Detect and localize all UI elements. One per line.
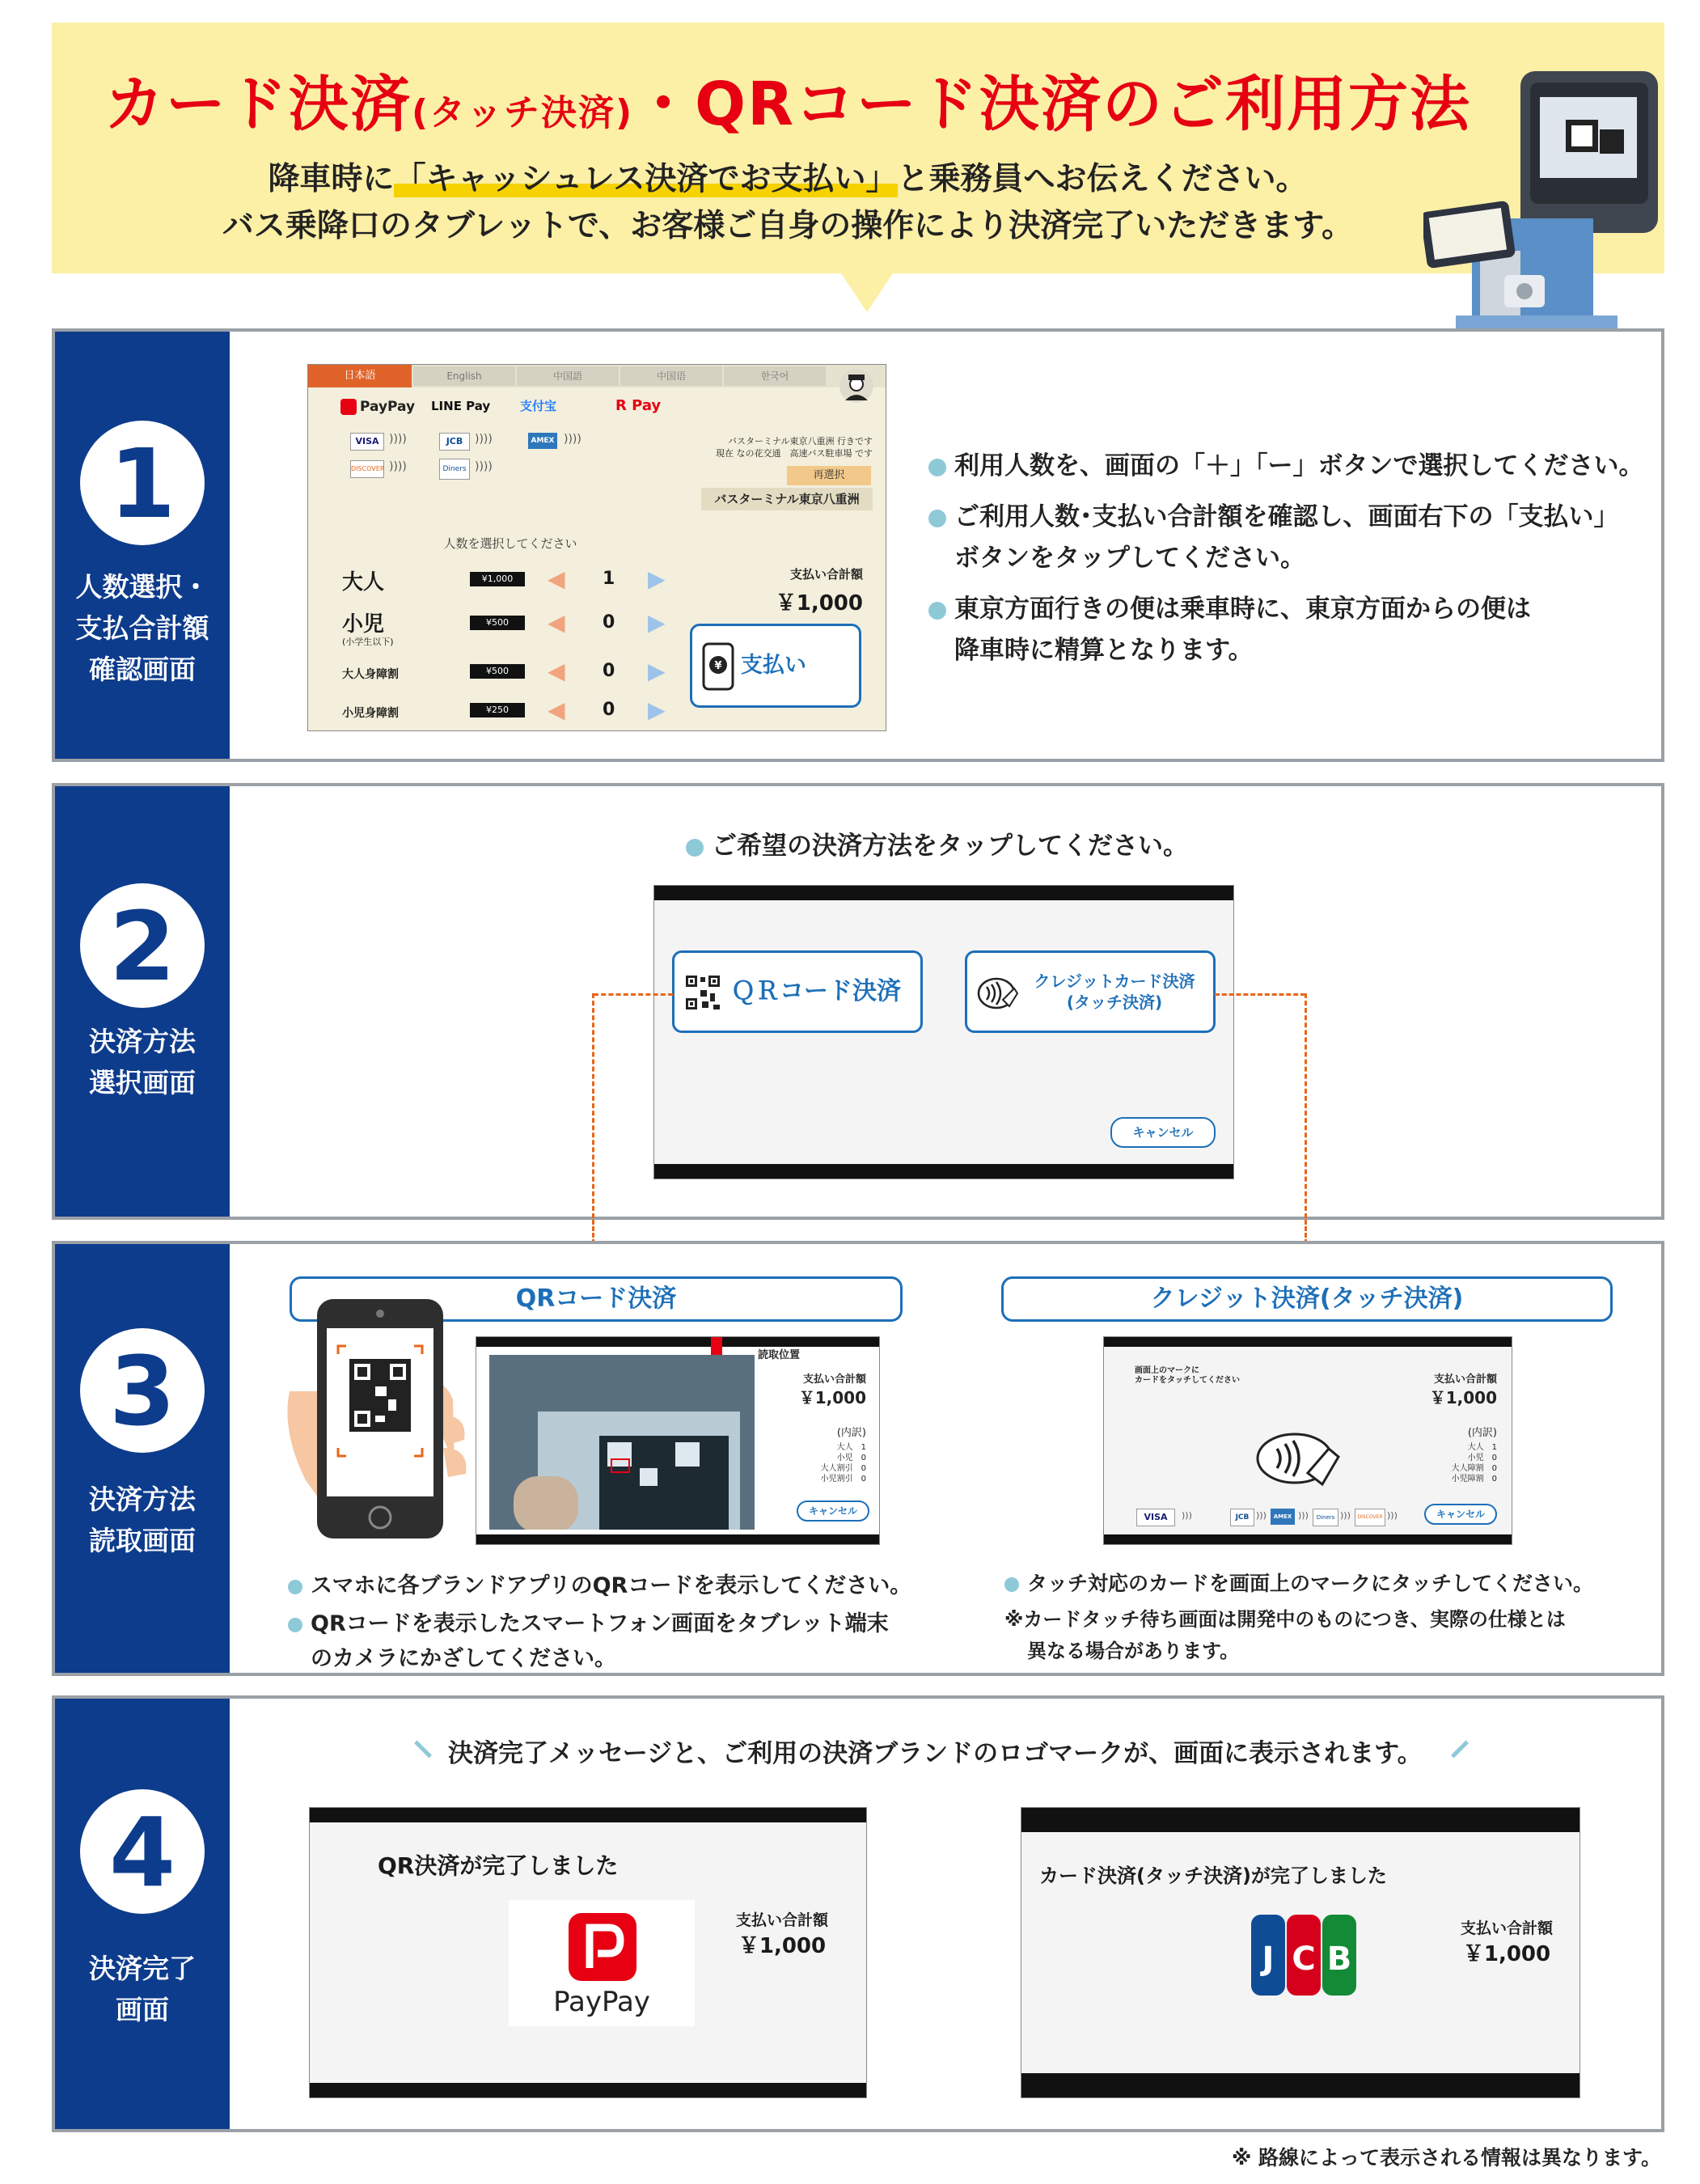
accent-slash-icon	[414, 1741, 432, 1759]
minus-button[interactable]: ◀	[548, 609, 565, 636]
row-adult-count: 1	[603, 569, 615, 589]
minus-button[interactable]: ◀	[548, 696, 565, 723]
screen-top-bar	[1104, 1337, 1512, 1347]
line1-highlight: 「キャッシュレス決済でお支払い」	[394, 161, 898, 197]
qr-bullets	[288, 1568, 911, 1672]
step-4-message: 決済完了メッセージと、ご利用の決済ブランドのロゴマークが、画面に表示されます。	[448, 1739, 1423, 1768]
screen-bottom-bar	[310, 2083, 866, 2097]
paypay-wordmark: PayPay	[553, 1986, 650, 2018]
total-label: 支払い合計額	[735, 1911, 828, 1929]
connector-credit-horizontal	[1215, 993, 1305, 996]
row-adult-label: 大人	[342, 570, 385, 595]
diners-logo: Diners	[1313, 1509, 1338, 1526]
qr-read-screen	[476, 1336, 880, 1545]
tab-japanese[interactable]: 日本語	[308, 365, 412, 387]
step-1-panel	[52, 328, 1664, 762]
visa-logo: VISA	[350, 433, 384, 451]
qr-done-screen	[309, 1807, 867, 2098]
credit-caption: クレジット決済(タッチ決済)	[1001, 1276, 1613, 1322]
smartphone-qr-illustration	[281, 1294, 508, 1543]
step-1-bullets	[928, 445, 1644, 666]
breakdown-title: (内訳)	[1467, 1427, 1497, 1439]
svg-text:¥: ¥	[714, 660, 722, 672]
row-child-disc-price: ¥250	[470, 703, 525, 717]
breakdown-title: (内訳)	[836, 1427, 866, 1439]
step-3-number: 3	[80, 1328, 205, 1453]
linepay-logo: LINE Pay	[431, 399, 491, 413]
route-line: バスターミナル東京八重洲 行きです	[728, 436, 873, 447]
screen-bottom-bar	[654, 1164, 1233, 1179]
page-title	[52, 57, 1524, 142]
total-value: ￥1,000	[1462, 1942, 1551, 1966]
qr-code-icon	[684, 974, 721, 1011]
step-2-label	[55, 1021, 230, 1103]
contactless-icon: )))	[1256, 1510, 1267, 1521]
bullet: 東京方面行きの便は乗車時に、東京方面からの便は	[928, 588, 1644, 624]
screen-top-bar	[654, 886, 1233, 900]
contactless-card-icon	[1254, 1428, 1343, 1492]
card-done-screen	[1021, 1807, 1580, 2098]
step-2-panel	[52, 783, 1664, 1220]
accent-slash-icon	[1451, 1741, 1469, 1759]
total-label: 支払い合計額	[1433, 1373, 1497, 1386]
driver-icon[interactable]	[839, 368, 874, 404]
qr-done-message: QR決済が完了しました	[378, 1852, 619, 1879]
paypay-logo-card	[509, 1900, 695, 2026]
jcb-logo: JCB	[439, 433, 470, 451]
step-1-label-line: 人数選択・	[75, 571, 209, 603]
tab-korean[interactable]: 한국어	[724, 366, 826, 386]
step-1-number: 1	[80, 421, 205, 545]
title-part-1: カード決済	[104, 70, 412, 139]
destination-label: バスターミナル東京八重洲	[701, 488, 873, 510]
step-2-label-line: 決済方法	[89, 1026, 196, 1057]
contactless-icon: )))	[1182, 1510, 1192, 1521]
step-2-bullet: ご希望の決済方法をタップしてください。	[686, 825, 1188, 861]
qr-caption: QRコード決済	[290, 1276, 903, 1322]
credit-read-screen	[1103, 1336, 1512, 1545]
paypay-logo-icon	[567, 1911, 638, 1983]
row-child-disc-label: 小児身障割	[342, 707, 399, 720]
row-adult-price: ¥1,000	[470, 572, 525, 586]
screen-top-bar	[476, 1337, 879, 1347]
cancel-button[interactable]: キャンセル	[1110, 1117, 1216, 1148]
amex-logo: AMEX	[1271, 1509, 1295, 1525]
step-1-label	[55, 566, 230, 690]
bullet: タッチ対応のカードを画面上のマークにタッチしてください。	[1004, 1568, 1593, 1597]
step-3-label	[55, 1479, 230, 1561]
title-part-small: (タッチ決済)	[411, 92, 634, 133]
bullet-continuation: ボタンをタップしてください。	[954, 544, 1305, 573]
minus-button[interactable]: ◀	[548, 658, 565, 684]
qr-pay-label: ＱＲコード決済	[731, 977, 901, 1005]
step-4-number: 4	[80, 1789, 205, 1914]
contactless-icon: ))))	[564, 433, 581, 446]
bullet-continuation: 降車時に精算となります。	[954, 636, 1254, 665]
alipay-logo: 支付宝	[520, 399, 557, 413]
bullet: QRコードを表示したスマートフォン画面をタブレット端末	[288, 1606, 911, 1637]
route-info	[688, 436, 873, 460]
discover-logo: DISCOVER	[1355, 1509, 1385, 1526]
paypay-logo: PayPay	[340, 399, 415, 415]
total-label: 支払い合計額	[1460, 1919, 1553, 1937]
contactless-icon: ))))	[389, 460, 407, 473]
row-adult-disc-price: ¥500	[470, 664, 525, 679]
step-1-sidebar	[55, 332, 230, 759]
read-position-label: 読取位置	[758, 1349, 801, 1361]
step-4-panel	[52, 1695, 1664, 2132]
cancel-button[interactable]: キャンセル	[1424, 1504, 1497, 1525]
route-line: 現在 なの花交通 高速バス駐車場 です	[716, 447, 873, 459]
tab-chinese-simplified[interactable]: 中国语	[620, 366, 722, 386]
screen-bottom-bar	[1021, 2073, 1579, 2097]
breakdown-list: 大人 1 小児 0 大人割引 0 小児割引 0	[820, 1443, 866, 1484]
step-2-sidebar	[55, 786, 230, 1217]
rakutenpay-logo: R Pay	[615, 397, 662, 414]
contactless-icon: )))	[1387, 1510, 1398, 1521]
step-3-sidebar	[55, 1244, 230, 1673]
connector-qr-horizontal	[594, 993, 673, 996]
visa-logo: VISA	[1136, 1509, 1175, 1526]
bullet: スマホに各ブランドアプリのQRコードを表示してください。	[288, 1568, 911, 1599]
cancel-button[interactable]: キャンセル	[797, 1500, 869, 1522]
bullet: 利用人数を、画面の「＋」「ー」ボタンで選択してください。	[928, 445, 1644, 481]
contactless-card-icon	[977, 976, 1019, 1011]
smartphone-yen-icon	[702, 642, 734, 691]
row-adult-disc-count: 0	[603, 661, 615, 681]
svg-text:C: C	[1292, 1941, 1316, 1978]
discover-logo: DISCOVER	[350, 460, 384, 478]
plus-button[interactable]: ▶	[648, 609, 666, 636]
step-2-label-line: 選択画面	[89, 1067, 196, 1099]
credit-pay-button[interactable]	[965, 950, 1216, 1033]
diners-logo: Diners	[439, 459, 470, 480]
amex-logo: AMEX	[528, 433, 557, 449]
step-2-number: 2	[80, 883, 205, 1008]
screen-top-bar	[310, 1808, 866, 1822]
title-part-2: ・QRコード決済のご利用方法	[633, 70, 1472, 139]
credit-bullets	[1004, 1568, 1593, 1663]
total-label: 支払い合計額	[802, 1373, 866, 1386]
touch-prompt: 画面上のマークに カードをタッチしてください	[1135, 1366, 1240, 1385]
header-line-2: バス乗降口のタブレットで、お客様ご自身の操作により決済完了いただきます。	[222, 208, 1354, 244]
read-position-marker	[711, 1337, 722, 1355]
row-child-count: 0	[603, 612, 615, 633]
jcb-logo: JCB	[1230, 1509, 1254, 1526]
contactless-icon: ))))	[475, 433, 493, 446]
jcb-logo-icon	[1250, 1913, 1358, 1997]
plus-button[interactable]: ▶	[648, 696, 666, 723]
contactless-icon: )))	[1340, 1510, 1351, 1521]
minus-button[interactable]: ◀	[548, 565, 565, 592]
contactless-icon: ))))	[389, 433, 407, 446]
breakdown-list: 大人 1 小児 0 大人障割 0 小児障割 0	[1451, 1443, 1497, 1484]
tab-chinese-traditional[interactable]: 中国語	[517, 366, 619, 386]
step-3-label-line: 決済方法	[89, 1484, 196, 1515]
row-adult-disc-label: 大人身障割	[342, 668, 399, 681]
row-child-price: ¥500	[470, 616, 525, 630]
pay-button[interactable]	[690, 624, 861, 708]
card-done-message: カード決済(タッチ決済)が完了しました	[1039, 1864, 1387, 1887]
credit-pay-label: クレジットカード決済	[1034, 971, 1195, 991]
plus-button[interactable]: ▶	[648, 565, 666, 592]
step-3-label-line: 読取画面	[89, 1525, 196, 1557]
total-value: ￥1,000	[738, 1934, 827, 1958]
total-value: ￥1,000	[798, 1388, 866, 1407]
row-child-disc-count: 0	[603, 700, 615, 720]
header-pointer	[841, 273, 893, 312]
connector-credit-vertical	[1305, 993, 1307, 1218]
row-child-label: 小児	[342, 612, 385, 637]
plus-button[interactable]: ▶	[648, 658, 666, 684]
step-4-sidebar	[55, 1699, 230, 2129]
reselect-button[interactable]: 再選択	[787, 466, 871, 485]
tablet-terminal-illustration	[1423, 65, 1666, 332]
screen-top-bar	[1021, 1808, 1579, 1832]
footnote: ※ 路線によって表示される情報は異なります。	[1231, 2146, 1661, 2169]
svg-text:B: B	[1326, 1941, 1352, 1978]
svg-text:J: J	[1262, 1941, 1275, 1978]
bullet-continuation: のカメラにかざしてください。	[311, 1646, 616, 1671]
pay-button-label: 支払い	[741, 653, 806, 678]
line1-pre: 降車時に	[268, 161, 395, 197]
header-line-1	[52, 154, 1524, 199]
step-1-label-line: 確認画面	[89, 654, 196, 686]
step-4-label-line: 画面	[116, 1994, 169, 2026]
step-3-panel	[52, 1241, 1664, 1676]
tab-english[interactable]: English	[413, 366, 515, 386]
step-4-label-line: 決済完了	[89, 1953, 196, 1984]
row-child-sub: (小学生以下)	[342, 637, 394, 647]
total-value: ￥1,000	[775, 591, 863, 616]
qr-pay-button[interactable]	[672, 950, 923, 1033]
screen-bottom-bar	[476, 1534, 879, 1544]
total-label: 支払い合計額	[789, 567, 863, 582]
select-prompt: 人数を選択してください	[443, 536, 577, 551]
camera-view	[489, 1355, 755, 1530]
note-continuation: 異なる場合があります。	[1027, 1640, 1240, 1662]
method-select-screen	[653, 885, 1234, 1179]
credit-pay-label: (タッチ決済)	[1066, 993, 1163, 1012]
step-4-label	[55, 1948, 230, 2030]
people-select-screen	[307, 364, 886, 731]
screen-bottom-bar	[1104, 1534, 1512, 1544]
contactless-icon: )))	[1298, 1510, 1309, 1521]
bullet: ご利用人数･支払い合計額を確認し、画面右下の「支払い」	[928, 496, 1644, 532]
line1-post: と乗務員へお伝えください。	[897, 161, 1308, 197]
note: ※カードタッチ待ち画面は開発中のものにつき、実際の仕様とは	[1004, 1608, 1566, 1631]
connector-qr-vertical	[592, 993, 594, 1218]
contactless-icon: ))))	[475, 460, 493, 473]
total-value: ￥1,000	[1429, 1388, 1497, 1407]
step-1-label-line: 支払合計額	[75, 612, 209, 645]
